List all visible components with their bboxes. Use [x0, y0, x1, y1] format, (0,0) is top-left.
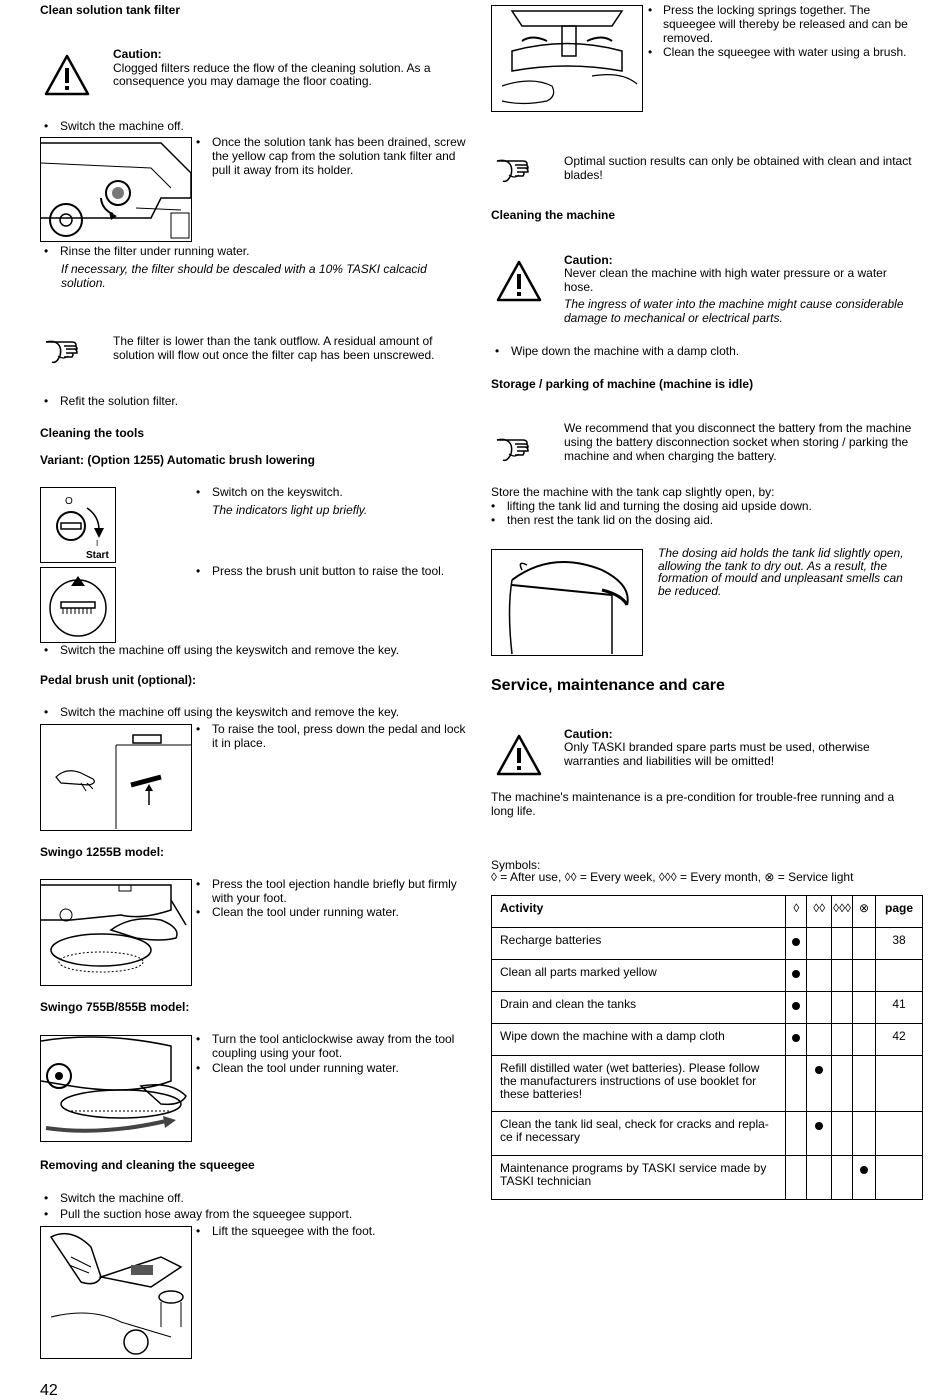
page-cell: 42	[876, 1024, 923, 1056]
section-title-cleaning-tools: Cleaning the tools	[40, 426, 145, 440]
note-text: Optimal suction results can only be obtained with clean and intact blades!	[564, 154, 912, 182]
checkmark-dot-icon	[815, 1066, 823, 1074]
page-cell: 41	[876, 992, 923, 1024]
caution-text: consequence you may damage the floor coating.	[113, 74, 372, 88]
table-header: page	[876, 896, 923, 928]
note-text: The filter is lower than the tank outflow. A residual amount of solution will flow out once the filter cap has been unscrewed.	[113, 334, 435, 362]
section-title-storage: Storage / parking of machine (machine is idle)	[491, 377, 754, 391]
frequency-cell	[832, 928, 853, 960]
warning-icon	[43, 53, 91, 97]
section-title-pedal: Pedal brush unit (optional):	[40, 673, 196, 687]
caution-text: Clogged filters reduce the flow of the cleaning solution. As a	[113, 61, 431, 75]
frequency-cell	[852, 1056, 875, 1112]
section-title-swingo755: Swingo 755B/855B model:	[40, 1000, 190, 1014]
pointing-hand-icon	[495, 153, 543, 187]
svg-text:O: O	[65, 496, 73, 507]
table-row	[492, 928, 923, 960]
italic-note: If necessary, the filter should be descaled with a 10% TASKI calcacid solution.	[61, 262, 427, 290]
section-subtitle-variant: Variant: (Option 1255) Automatic brush lowering	[40, 453, 315, 467]
start-label: Start	[86, 550, 109, 561]
frequency-cell	[852, 1112, 875, 1156]
page-cell: 38	[876, 928, 923, 960]
activity-cell: Refill distilled water (wet batteries). Please follow the manufacturers instructions of use booklet for these batteries!	[492, 1056, 786, 1112]
svg-text:I: I	[96, 539, 99, 548]
frequency-cell	[786, 992, 807, 1024]
table-row	[492, 1024, 923, 1056]
table-row	[492, 1156, 923, 1200]
maintenance-table	[491, 895, 923, 1200]
frequency-cell	[832, 1112, 853, 1156]
symbols-label: Symbols:	[491, 858, 541, 872]
frequency-cell	[832, 1056, 853, 1112]
frequency-cell	[807, 960, 832, 992]
maintenance-text: The machine's maintenance is a pre-condition for trouble-free running and a long life.	[491, 790, 895, 818]
caution-label: Caution:	[113, 47, 162, 61]
activity-cell: Clean all parts marked yellow	[492, 960, 786, 992]
pointing-hand-icon	[44, 334, 92, 368]
tool-turn-illustration	[40, 1035, 192, 1142]
frequency-cell	[832, 1024, 853, 1056]
dosing-aid-illustration	[491, 549, 643, 656]
frequency-cell	[786, 1156, 807, 1200]
frequency-cell	[786, 1024, 807, 1056]
frequency-cell	[807, 1112, 832, 1156]
frequency-cell	[832, 1156, 853, 1200]
frequency-cell	[786, 928, 807, 960]
activity-cell: Maintenance programs by TASKI service made by TASKI technician	[492, 1156, 786, 1200]
pointing-hand-icon	[495, 432, 543, 466]
frequency-cell	[852, 1024, 875, 1056]
section-title-swingo1255: Swingo 1255B model:	[40, 845, 165, 859]
frequency-cell	[786, 960, 807, 992]
symbols-legend: ◊ = After use, ◊◊ = Every week, ◊◊◊ = Every month, ⊗ = Service light	[491, 870, 854, 884]
frequency-cell	[832, 960, 853, 992]
table-header: ◊◊◊	[832, 896, 853, 928]
caution-text: Never clean the machine with high water pressure or a water hose.	[564, 266, 887, 294]
frequency-cell	[807, 992, 832, 1024]
table-row	[492, 992, 923, 1024]
checkmark-dot-icon	[792, 1034, 800, 1042]
frequency-cell	[852, 992, 875, 1024]
frequency-cell	[786, 1112, 807, 1156]
checkmark-dot-icon	[792, 970, 800, 978]
frequency-cell	[807, 1156, 832, 1200]
page-number: 42	[40, 1382, 58, 1399]
keyswitch-illustration	[40, 487, 116, 563]
table-header: ◊	[786, 896, 807, 928]
activity-cell: Recharge batteries	[492, 928, 786, 960]
pedal-illustration	[40, 724, 192, 831]
page-cell	[876, 960, 923, 992]
frequency-cell	[786, 1056, 807, 1112]
checkmark-dot-icon	[860, 1166, 868, 1174]
italic-note: The indicators light up briefly.	[212, 503, 368, 517]
table-row	[492, 960, 923, 992]
activity-cell: Drain and clean the tanks	[492, 992, 786, 1024]
frequency-cell	[852, 928, 875, 960]
table-row	[492, 1056, 923, 1112]
table-header: Activity	[492, 896, 786, 928]
frequency-cell	[807, 1024, 832, 1056]
frequency-cell	[852, 1156, 875, 1200]
activity-cell: Clean the tank lid seal, check for cracks and repla-ce if necessary	[492, 1112, 786, 1156]
squeegee-lift-illustration	[40, 1226, 192, 1359]
frequency-cell	[852, 960, 875, 992]
table-header: ⊗	[852, 896, 875, 928]
tool-ejection-illustration	[40, 879, 192, 986]
dosing-note: The dosing aid holds the tank lid slightly open, allowing the tank to dry out. As a result, the formation of mould and unpleasant smells can be reduced.	[658, 546, 904, 598]
checkmark-dot-icon	[815, 1122, 823, 1130]
table-header-row	[492, 896, 923, 928]
frequency-cell	[807, 928, 832, 960]
table-header: ◊◊	[807, 896, 832, 928]
frequency-cell	[832, 992, 853, 1024]
section-title-service: Service, maintenance and care	[491, 677, 725, 694]
caution-italic: The ingress of water into the machine might cause considerable damage to mechanical or electrical parts.	[564, 297, 904, 325]
section-title-cleaning-machine: Cleaning the machine	[491, 208, 616, 222]
section-title-clean-filter: Clean solution tank filter	[40, 3, 181, 17]
table-row	[492, 1112, 923, 1156]
note-text: We recommend that you disconnect the battery from the machine using the battery disconnection socket when storing / parking the machine and when charging the battery.	[564, 421, 912, 463]
warning-icon	[495, 733, 543, 777]
caution-text: Only TASKI branded spare parts must be used, otherwise warranties and liabilities will be omitted!	[564, 740, 870, 768]
page-cell	[876, 1056, 923, 1112]
filter-cap-illustration	[40, 137, 192, 242]
activity-cell: Wipe down the machine with a damp cloth	[492, 1024, 786, 1056]
page-cell	[876, 1156, 923, 1200]
brush-button-illustration	[40, 567, 116, 643]
page-cell	[876, 1112, 923, 1156]
store-intro: Store the machine with the tank cap slightly open, by:	[491, 485, 775, 499]
warning-icon	[495, 259, 543, 303]
caution-label: Caution:	[564, 727, 613, 741]
caution-label: Caution:	[564, 253, 613, 267]
frequency-cell	[807, 1056, 832, 1112]
section-title-squeegee: Removing and cleaning the squeegee	[40, 1158, 255, 1172]
checkmark-dot-icon	[792, 938, 800, 946]
checkmark-dot-icon	[792, 1002, 800, 1010]
squeegee-springs-illustration	[491, 5, 643, 112]
